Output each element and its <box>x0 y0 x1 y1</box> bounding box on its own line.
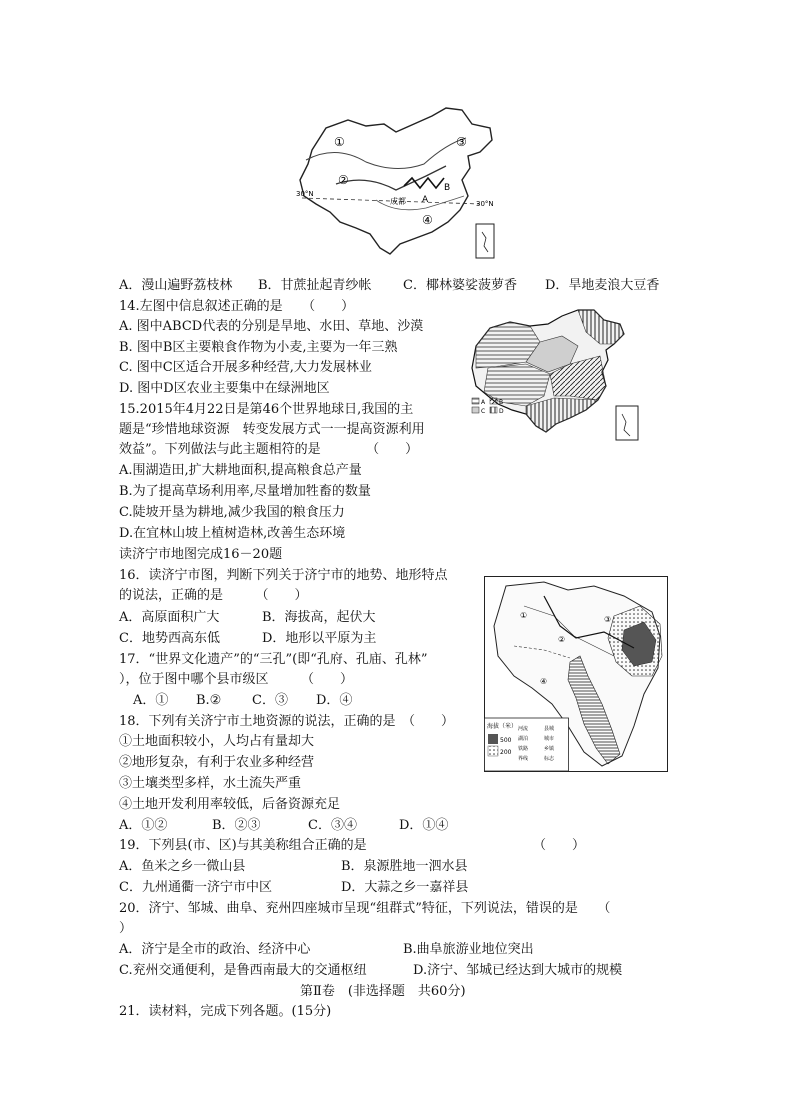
q19-stem: 19．下列县(市、区)与其美称组合正确的是 <box>119 838 367 853</box>
q17-option-d: D．④ <box>316 693 353 708</box>
q17-option-c: C．③ <box>252 693 288 708</box>
legend-a: A <box>481 399 486 406</box>
q20-option-a: A．济宁是全市的政治、经济中心 <box>119 942 311 957</box>
q16-option-c: C．地势西高东低 <box>119 631 220 646</box>
q19-paren: （ ） <box>533 838 586 853</box>
jining-legend-item-3: 铁路 <box>518 746 529 752</box>
jining-district-1: ① <box>520 611 528 620</box>
jining-legend-item-8: 标志 <box>544 756 555 762</box>
q18-option-a: A．①② <box>119 818 168 833</box>
q17-option-a: A．① <box>133 693 169 708</box>
legend-d: D <box>499 408 504 415</box>
q18-statement-4: ④土地开发利用率较低，后备资源充足 <box>119 797 341 812</box>
jining-map <box>484 576 668 772</box>
legend-b: B <box>499 399 504 406</box>
region-3-label: ③ <box>456 135 467 149</box>
region-1-label: ① <box>334 135 345 149</box>
intro-16-20: 读济宁市地图完成16－20题 <box>119 547 283 562</box>
section-2-title: 第Ⅱ卷 (非选择题 共60分) <box>300 984 466 999</box>
q20-line-2: ） <box>119 921 133 936</box>
q18-option-c: C．③④ <box>308 818 357 833</box>
q21-stem: 21．读材料，完成下列各题。(15分) <box>119 1004 332 1019</box>
jining-elev-low: 200 <box>500 749 512 756</box>
region-2-label: ② <box>338 173 349 187</box>
q19-option-c: C．九州通衢一济宁市中区 <box>119 880 272 895</box>
q20-option-c: C.兖州交通便利，是鲁西南最大的交通枢纽 <box>119 963 367 978</box>
q16-option-b: B．海拔高，起伏大 <box>262 610 376 625</box>
q14-option-a: A. 图中ABCD代表的分别是旱地、水田、草地、沙漠 <box>119 319 424 334</box>
q19-option-d: D．大蒜之乡一嘉祥县 <box>341 880 469 895</box>
q14-option-b: B. 图中B区主要粮食作物为小麦,主要为一年三熟 <box>119 340 398 355</box>
jining-legend-item-6: 城市 <box>544 736 555 742</box>
place-chengdu: 成都 <box>390 197 406 206</box>
jining-legend-item-5: 县城 <box>544 726 555 732</box>
q18-statement-1: ①土地面积较小，人均占有量却大 <box>119 734 315 749</box>
q15-line-3: 效益”。下列做法与此主题相符的是 （ ） <box>119 442 419 457</box>
q15-line-2: 题是“珍惜地球资源 转变发展方式一一提高资源利用 <box>119 422 425 437</box>
q16-option-d: D．地形以平原为主 <box>262 631 377 646</box>
q18-option-b: B．②③ <box>212 818 261 833</box>
q17-line-1: 17．“世界文化遗产”的“三孔”(即“孔府、孔庙、孔林” <box>119 652 428 667</box>
region-4-label: ④ <box>422 213 433 227</box>
jining-legend-title: 海拔（米） <box>487 723 518 730</box>
q13-option-b: B．甘蔗扯起青纱帐 <box>258 278 372 293</box>
q20-option-d: D.济宁、邹城已经达到大城市的规模 <box>413 963 623 978</box>
china-agriculture-map <box>470 306 646 444</box>
jining-legend-item-7: 乡镇 <box>544 746 555 752</box>
jining-elev-high: 500 <box>500 737 512 744</box>
q19-option-a: A．鱼米之乡一微山县 <box>119 859 246 874</box>
jining-district-3: ③ <box>604 615 612 624</box>
q16-option-a: A．高原面积广大 <box>119 610 220 625</box>
label-a: A <box>422 195 429 205</box>
q17-line-2: ），位于图中哪个县市级区 （ ） <box>119 672 354 687</box>
q14-option-c: C. 图中C区适合开展多种经营,大力发展林业 <box>119 360 372 375</box>
legend-c: C <box>481 408 486 415</box>
jining-legend-item-1: 河流 <box>518 726 529 732</box>
q13-option-a: A．漫山遍野荔枝林 <box>119 278 233 293</box>
q18-option-d: D．①④ <box>399 818 449 833</box>
q15-line-1: 15.2015年4月22日是第46个世界地球日,我国的主 <box>119 402 414 417</box>
q17-option-b: B.② <box>196 693 222 708</box>
lat-right-label: 30°N <box>476 200 494 208</box>
q15-option-d: D.在宜林山坡上植树造林,改善生态环境 <box>119 526 346 541</box>
q15-option-a: A.围湖造田,扩大耕地面积,提高粮食总产量 <box>119 463 362 478</box>
q13-option-c: C．椰林婆娑菠萝香 <box>403 278 517 293</box>
q14-option-d: D. 图中D区农业主要集中在绿洲地区 <box>119 381 330 396</box>
jining-legend-item-2: 湖泊 <box>518 736 529 742</box>
china-regions-map <box>296 104 498 262</box>
q15-option-c: C.陡坡开垦为耕地,减少我国的粮食压力 <box>119 505 345 520</box>
q15-option-b: B.为了提高草场利用率,尽量增加牲畜的数量 <box>119 484 371 499</box>
q19-option-b: B．泉源胜地一泗水县 <box>341 859 468 874</box>
label-b: B <box>444 183 451 193</box>
q18-stem: 18．下列有关济宁市土地资源的说法，正确的是 （ ） <box>119 714 455 729</box>
q18-statement-3: ③土壤类型多样，水土流失严重 <box>119 776 302 791</box>
lat-left-label: 30°N <box>296 190 314 198</box>
q20-line-1: 20．济宁、邹城、曲阜、兖州四座城市呈现“组群式”特征，下列说法，错误的是 （ <box>119 901 611 916</box>
q14-stem: 14.左图中信息叙述正确的是 （ ） <box>119 299 355 314</box>
q20-option-b: B.曲阜旅游业地位突出 <box>403 942 534 957</box>
jining-district-2: ② <box>558 635 566 644</box>
jining-legend-item-4: 界线 <box>518 756 529 762</box>
q18-statement-2: ②地形复杂，有利于农业多种经营 <box>119 755 315 770</box>
q13-option-d: D．旱地麦浪大豆香 <box>545 278 660 293</box>
q16-line-1: 16．读济宁市图，判断下列关于济宁市的地势、地形特点 <box>119 568 448 583</box>
q16-line-2: 的说法，正确的是 （ ） <box>119 588 308 603</box>
jining-district-4: ④ <box>540 677 548 686</box>
